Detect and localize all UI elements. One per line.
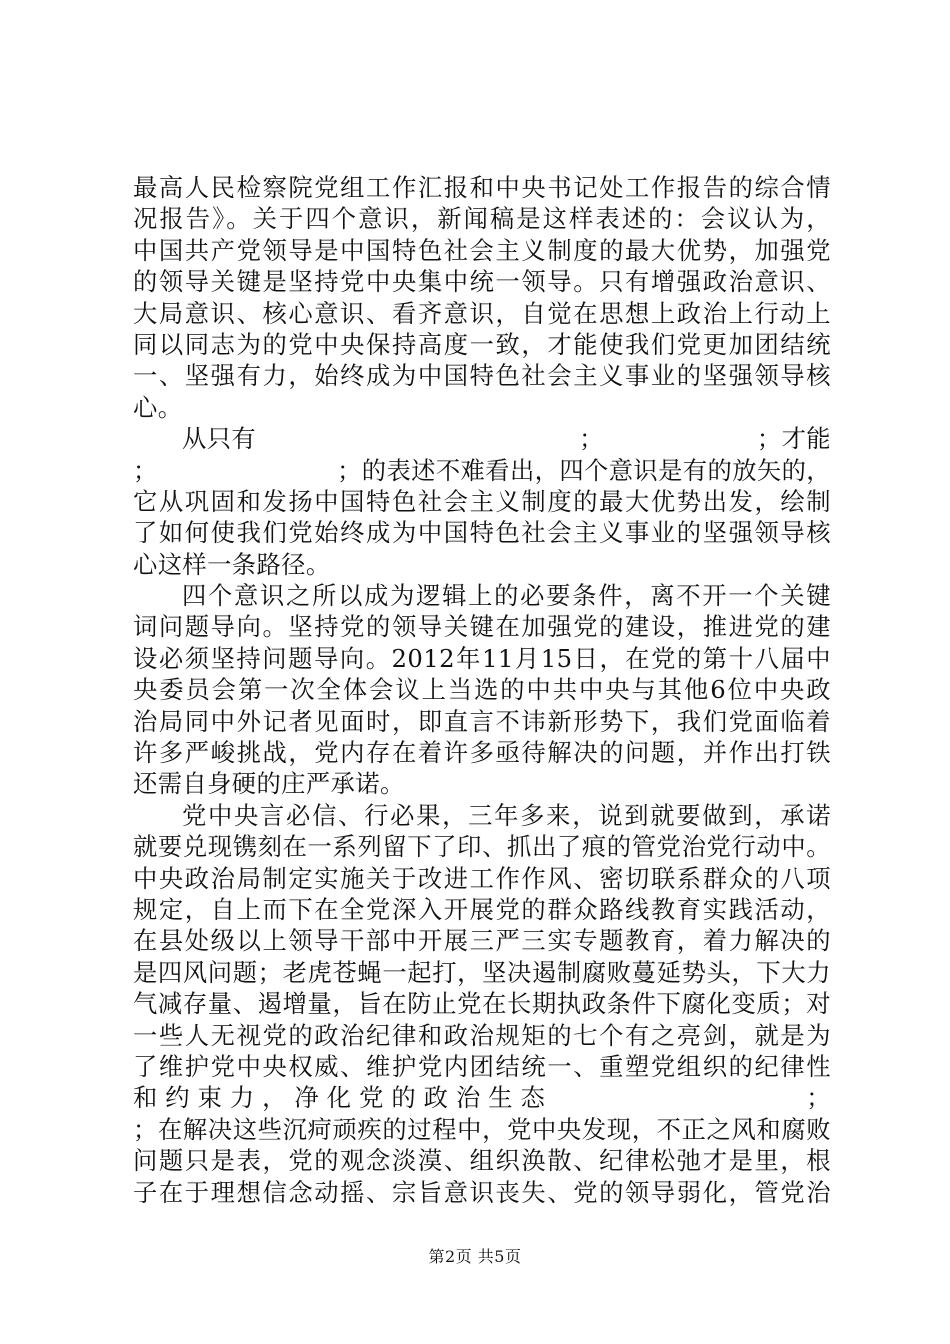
document-body <box>133 172 831 1208</box>
text-line: 在县处级以上领导干部中开展三严三实专题教育，着力解决的 <box>133 926 831 956</box>
text-line: 气减存量、遏增量，旨在防止党在长期执政条件下腐化变质；对 <box>133 989 831 1019</box>
text-line: 况报告》。关于四个意识，新闻稿是这样表述的：会议认为， <box>133 204 831 234</box>
text-segment: ；才能 <box>756 424 831 454</box>
text-line <box>133 423 831 454</box>
text-line: 设必须坚持问题导向。2012年11月15日，在党的第十八届中 <box>133 643 831 673</box>
text-line: 治局同中外记者见面时，即直言不讳新形势下，我们党面临着 <box>133 706 831 736</box>
text-line: ；在解决这些沉疴顽疾的过程中，党中央发现，不正之风和腐败 <box>133 1114 831 1144</box>
text-segment: ；的表述不难看出，四个意识是有的放矢的， <box>337 455 831 485</box>
text-line: 就要兑现镌刻在一系列留下了印、抓出了痕的管党治党行动中。 <box>133 832 831 862</box>
text-line: 党中央言必信、行必果，三年多来，说到就要做到，承诺 <box>182 800 831 830</box>
text-line: 中国共产党领导是中国特色社会主义制度的最大优势，加强党 <box>133 235 831 265</box>
text-segment: ； <box>806 1083 831 1113</box>
text-line: 许多严峻挑战，党内存在着许多亟待解决的问题，并作出打铁 <box>133 738 831 768</box>
text-line: 了如何使我们党始终成为中国特色社会主义事业的坚强领导核 <box>133 518 831 548</box>
text-line: 心。 <box>133 392 183 422</box>
text-line: 同以同志为的党中央保持高度一致，才能使我们党更加团结统 <box>133 329 831 359</box>
text-line: 央委员会第一次全体会议上当选的中共中央与其他6位中央政 <box>133 675 831 705</box>
text-line: 大局意识、核心意识、看齐意识，自觉在思想上政治上行动上 <box>133 298 831 328</box>
text-line: 词问题导向。坚持党的领导关键在加强党的建设，推进党的建 <box>133 612 831 642</box>
text-segment: 和约束力，净化党的政治生态 <box>133 1083 553 1113</box>
text-line: 一、坚强有力，始终成为中国特色社会主义事业的坚强领导核 <box>133 361 831 391</box>
text-line: 中央政治局制定实施关于改进工作作风、密切联系群众的八项 <box>133 863 831 893</box>
text-line: 还需自身硬的庄严承诺。 <box>133 769 405 799</box>
text-line: 它从巩固和发扬中国特色社会主义制度的最大优势出发，绘制 <box>133 486 831 516</box>
text-line: 一些人无视党的政治纪律和政治规矩的七个有之亮剑，就是为 <box>133 1020 831 1050</box>
text-line: 四个意识之所以成为逻辑上的必要条件，离不开一个关键 <box>182 581 831 611</box>
text-line: 子在于理想信念动摇、宗旨意识丧失、党的领导弱化，管党治 <box>133 1177 831 1207</box>
page-number: 第2页 共5页 <box>428 1247 522 1266</box>
text-line: 最高人民检察院党组工作汇报和中央书记处工作报告的综合情 <box>133 173 831 202</box>
text-line: 了维护党中央权威、维护党内团结统一、重塑党组织的纪律性 <box>133 1051 831 1081</box>
text-line: 是四风问题；老虎苍蝇一起打，坚决遏制腐败蔓延势头，下大力 <box>133 957 831 987</box>
text-segment: ； <box>133 455 158 485</box>
text-segment: ； <box>579 424 604 454</box>
text-line <box>133 1082 831 1113</box>
text-line: 规定，自上而下在全党深入开展党的群众路线教育实践活动， <box>133 894 831 924</box>
text-line: 的领导关键是坚持党中央集中统一领导。只有增强政治意识、 <box>133 267 831 297</box>
text-segment: 从只有 <box>182 424 257 454</box>
text-line <box>133 455 831 486</box>
text-line: 心这样一条路径。 <box>133 549 331 579</box>
text-line: 问题只是表，党的观念淡漠、组织涣散、纪律松弛才是里，根 <box>133 1146 831 1176</box>
